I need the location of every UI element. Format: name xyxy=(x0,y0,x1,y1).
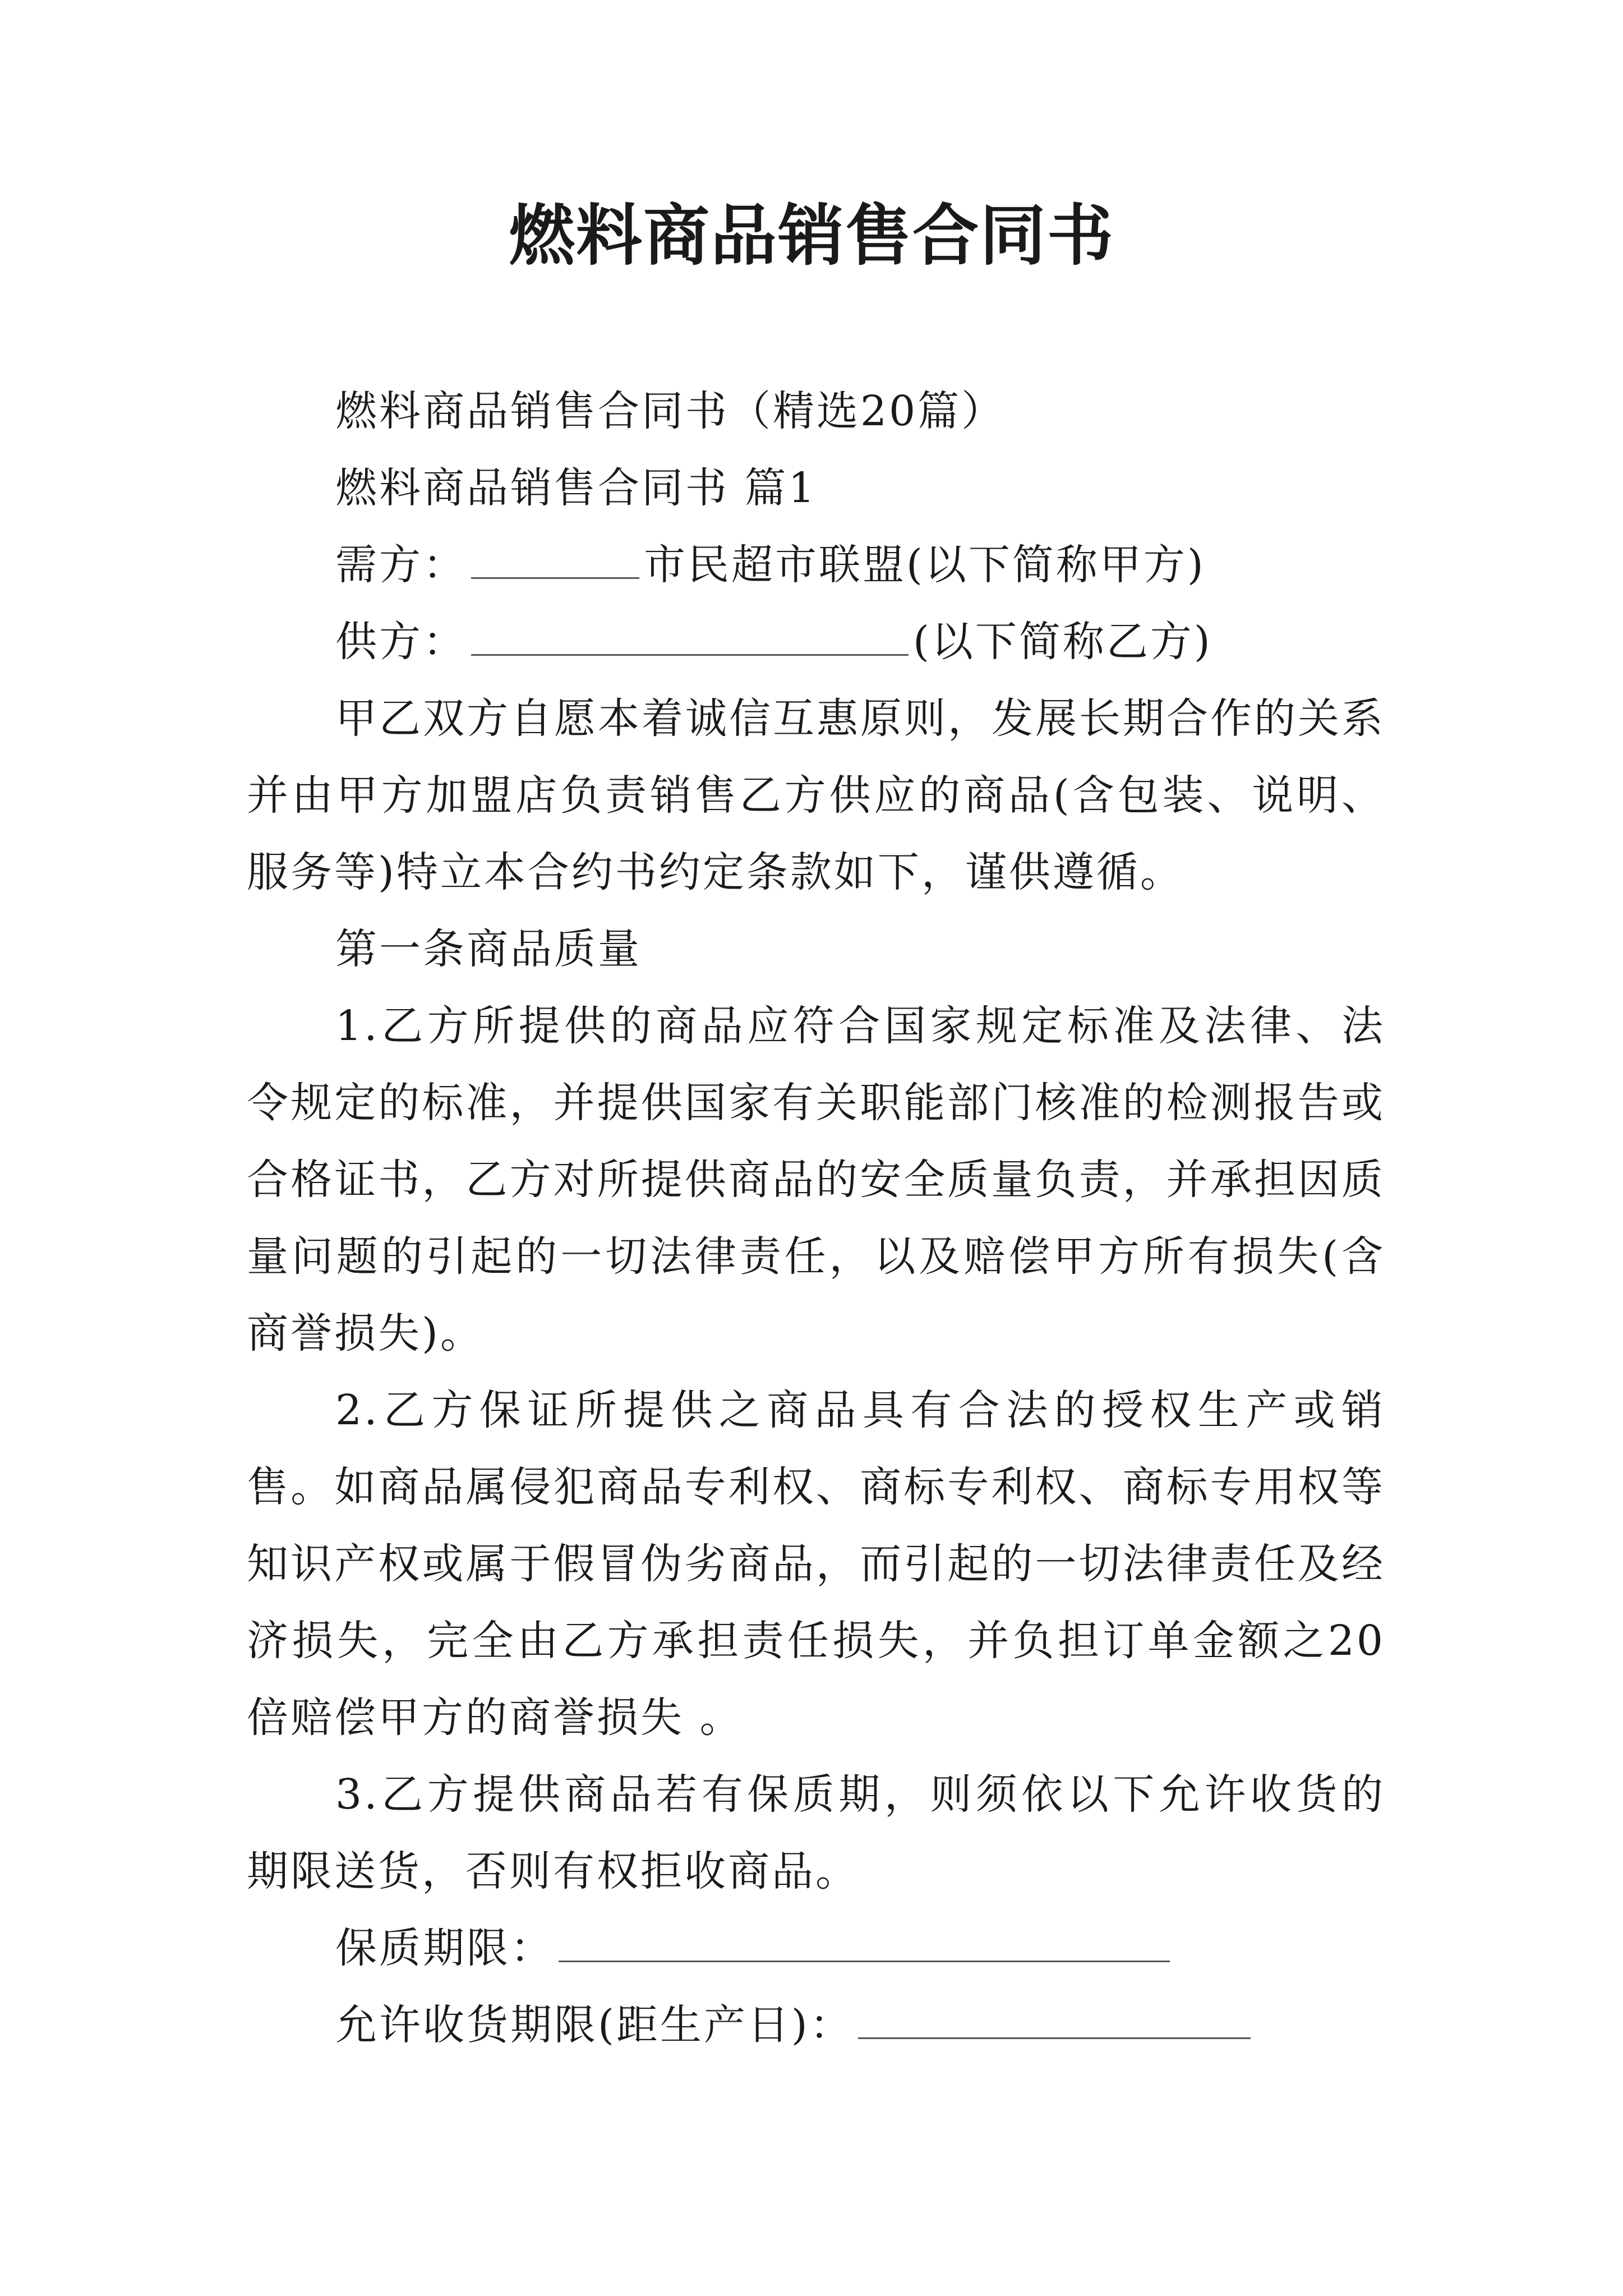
receipt-limit-label: 允许收货期限(距生产日)： xyxy=(335,2001,854,2049)
shelf-life-line xyxy=(247,1910,1385,1987)
article-1-heading: 第一条商品质量 xyxy=(335,925,642,973)
receipt-limit-blank xyxy=(858,2004,1251,2039)
buyer-blank xyxy=(471,544,639,579)
supplier-line xyxy=(247,604,1385,680)
document-body xyxy=(247,373,1385,2064)
buyer-label: 需方： xyxy=(335,541,467,589)
document-title: 燃料商品销售合同书 xyxy=(508,196,1114,274)
shelf-life-label: 保质期限： xyxy=(335,1924,554,1972)
supplier-blank xyxy=(471,620,909,656)
clause-3: 3.乙方提供商品若有保质期，则须依以下允许收货的期限送货，否则有权拒收商品。 xyxy=(247,1770,1385,1895)
receipt-limit-line xyxy=(247,1987,1385,2064)
subtitle: 燃料商品销售合同书（精选20篇） xyxy=(335,387,1006,435)
clause-2: 2.乙方保证所提供之商品具有合法的授权生产或销售。如商品属侵犯商品专利权、商标专利权、商标专用权等知识产权或属于假冒伪劣商品，而引起的一切法律责任及经济损失，完全由乙方承担责任损失，并负担订单金额之20倍赔偿甲方的商誉损失 。 xyxy=(247,1386,1385,1742)
clause-1: 1.乙方所提供的商品应符合国家规定标准及法律、法令规定的标准，并提供国家有关职能部门核准的检测报告或合格证书，乙方对所提供商品的安全质量负责，并承担因质量问题的引起的一切法律责任，以及赔偿甲方所有损失(含商誉损失)。 xyxy=(247,1002,1385,1358)
supplier-label: 供方： xyxy=(335,618,467,666)
shelf-life-blank xyxy=(559,1927,1170,1962)
buyer-line xyxy=(247,527,1385,604)
section-heading: 燃料商品销售合同书 篇1 xyxy=(335,464,817,512)
intro-paragraph: 甲乙双方自愿本着诚信互惠原则，发展长期合作的关系并由甲方加盟店负责销售乙方供应的商品(含包装、说明、服务等)特立本合约书约定条款如下，谨供遵循。 xyxy=(247,694,1385,896)
supplier-suffix: (以下简称乙方) xyxy=(913,618,1212,666)
buyer-suffix: 市民超市联盟(以下简称甲方) xyxy=(644,541,1206,589)
